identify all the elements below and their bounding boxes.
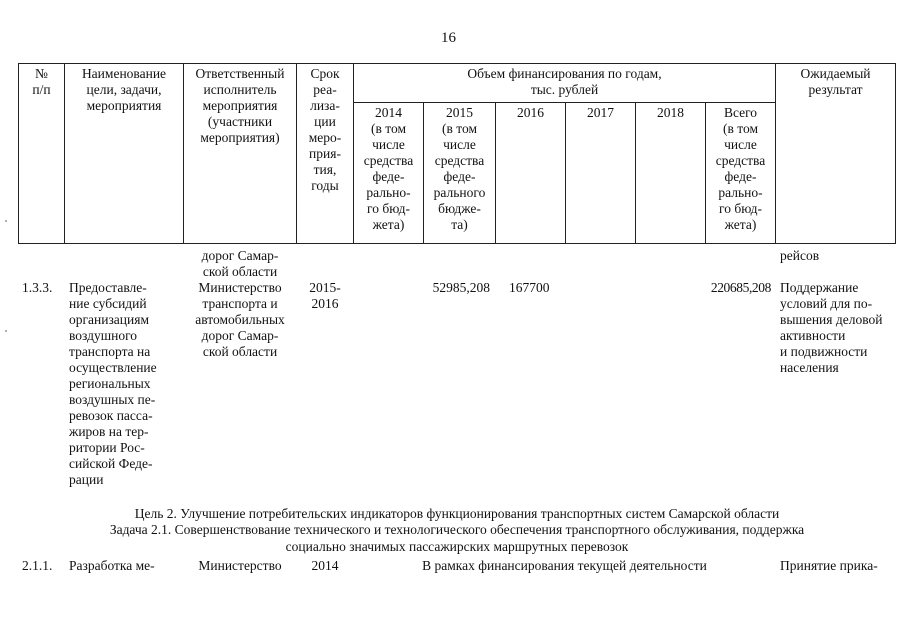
- row-1-3-3-number: 1.3.3.: [22, 280, 53, 295]
- header-result: Ожидаемый результат: [800, 66, 871, 97]
- row-2-1-1-responsible: Министерство: [198, 558, 282, 573]
- header-financing: Объем финансирования по годам, тыс. рублей: [467, 66, 662, 97]
- row-2-1-1-financing: В рамках финансирования текущей деятельности: [422, 558, 707, 573]
- row-2-1-1-term: 2014: [311, 558, 339, 573]
- header-2016: 2016: [517, 105, 544, 120]
- header-name: Наименование цели, задачи, мероприятия: [81, 66, 167, 113]
- row-1-3-3-responsible: Министерство транспорта и автомобильных дорог Самар- ской области: [195, 280, 285, 359]
- header-2017: 2017: [587, 105, 614, 120]
- fin-subheader-line: [353, 102, 775, 103]
- row-2-1-1-result: Принятие прика-: [780, 558, 878, 573]
- header-2018: 2018: [657, 105, 684, 120]
- row-1-3-3-value-2015: 52985,208: [432, 280, 490, 295]
- row-1-3-3-term: 2015- 2016: [309, 280, 341, 311]
- header-term: Срок реа- лиза- ции меро- прия- тия, годы: [308, 66, 342, 193]
- row-1-3-3-value-2016: 167700: [509, 280, 550, 295]
- table-header-bottom: [18, 243, 896, 244]
- scan-speck: [5, 220, 7, 222]
- header-num: № п/п: [32, 66, 51, 97]
- carry-responsible: дорог Самар- ской области: [201, 248, 279, 279]
- page-number: 16: [441, 30, 456, 46]
- col-border-11: [895, 63, 896, 244]
- row-2-1-1-number: 2.1.1.: [22, 558, 53, 573]
- row-2-1-1-name: Разработка ме-: [69, 558, 155, 573]
- col-border-7: [565, 102, 566, 244]
- header-2015: 2015 (в том числе средства феде- рального бюдже- та): [433, 105, 486, 232]
- row-1-3-3-name: Предоставле- ние субсидий организациям воздушного транспорта на осуществление региональных воздушных пе- ревозок пасса- жиров на тер- ритории Рос- сийской Феде- рации: [69, 280, 157, 487]
- col-border-6: [495, 102, 496, 244]
- row-1-3-3-result: Поддержание условий для по- вышения деловой активности и подвижности населения: [780, 280, 883, 375]
- goal-2-heading: Цель 2. Улучшение потребительских индикаторов функционирования транспортных систем Самарской области: [134, 506, 780, 521]
- task-2-1-line-2: социально значимых пассажирских маршрутных перевозок: [285, 539, 629, 554]
- carry-result: рейсов: [780, 248, 820, 263]
- header-total: Всего (в том числе средства феде- рально- го бюд- жета): [715, 105, 766, 232]
- row-1-3-3-total: 220685,208: [710, 280, 771, 295]
- header-responsible: Ответственный исполнитель мероприятия (участники мероприятия): [195, 66, 285, 145]
- table-border-top: [18, 63, 896, 64]
- scan-speck: [5, 330, 7, 332]
- task-2-1-line-1: Задача 2.1. Совершенствование технического и технологического обеспечения транспортного обслуживания, поддержка: [109, 522, 805, 537]
- col-border-8: [635, 102, 636, 244]
- header-2014: 2014 (в том числе средства феде- рально- го бюд- жета): [363, 105, 414, 232]
